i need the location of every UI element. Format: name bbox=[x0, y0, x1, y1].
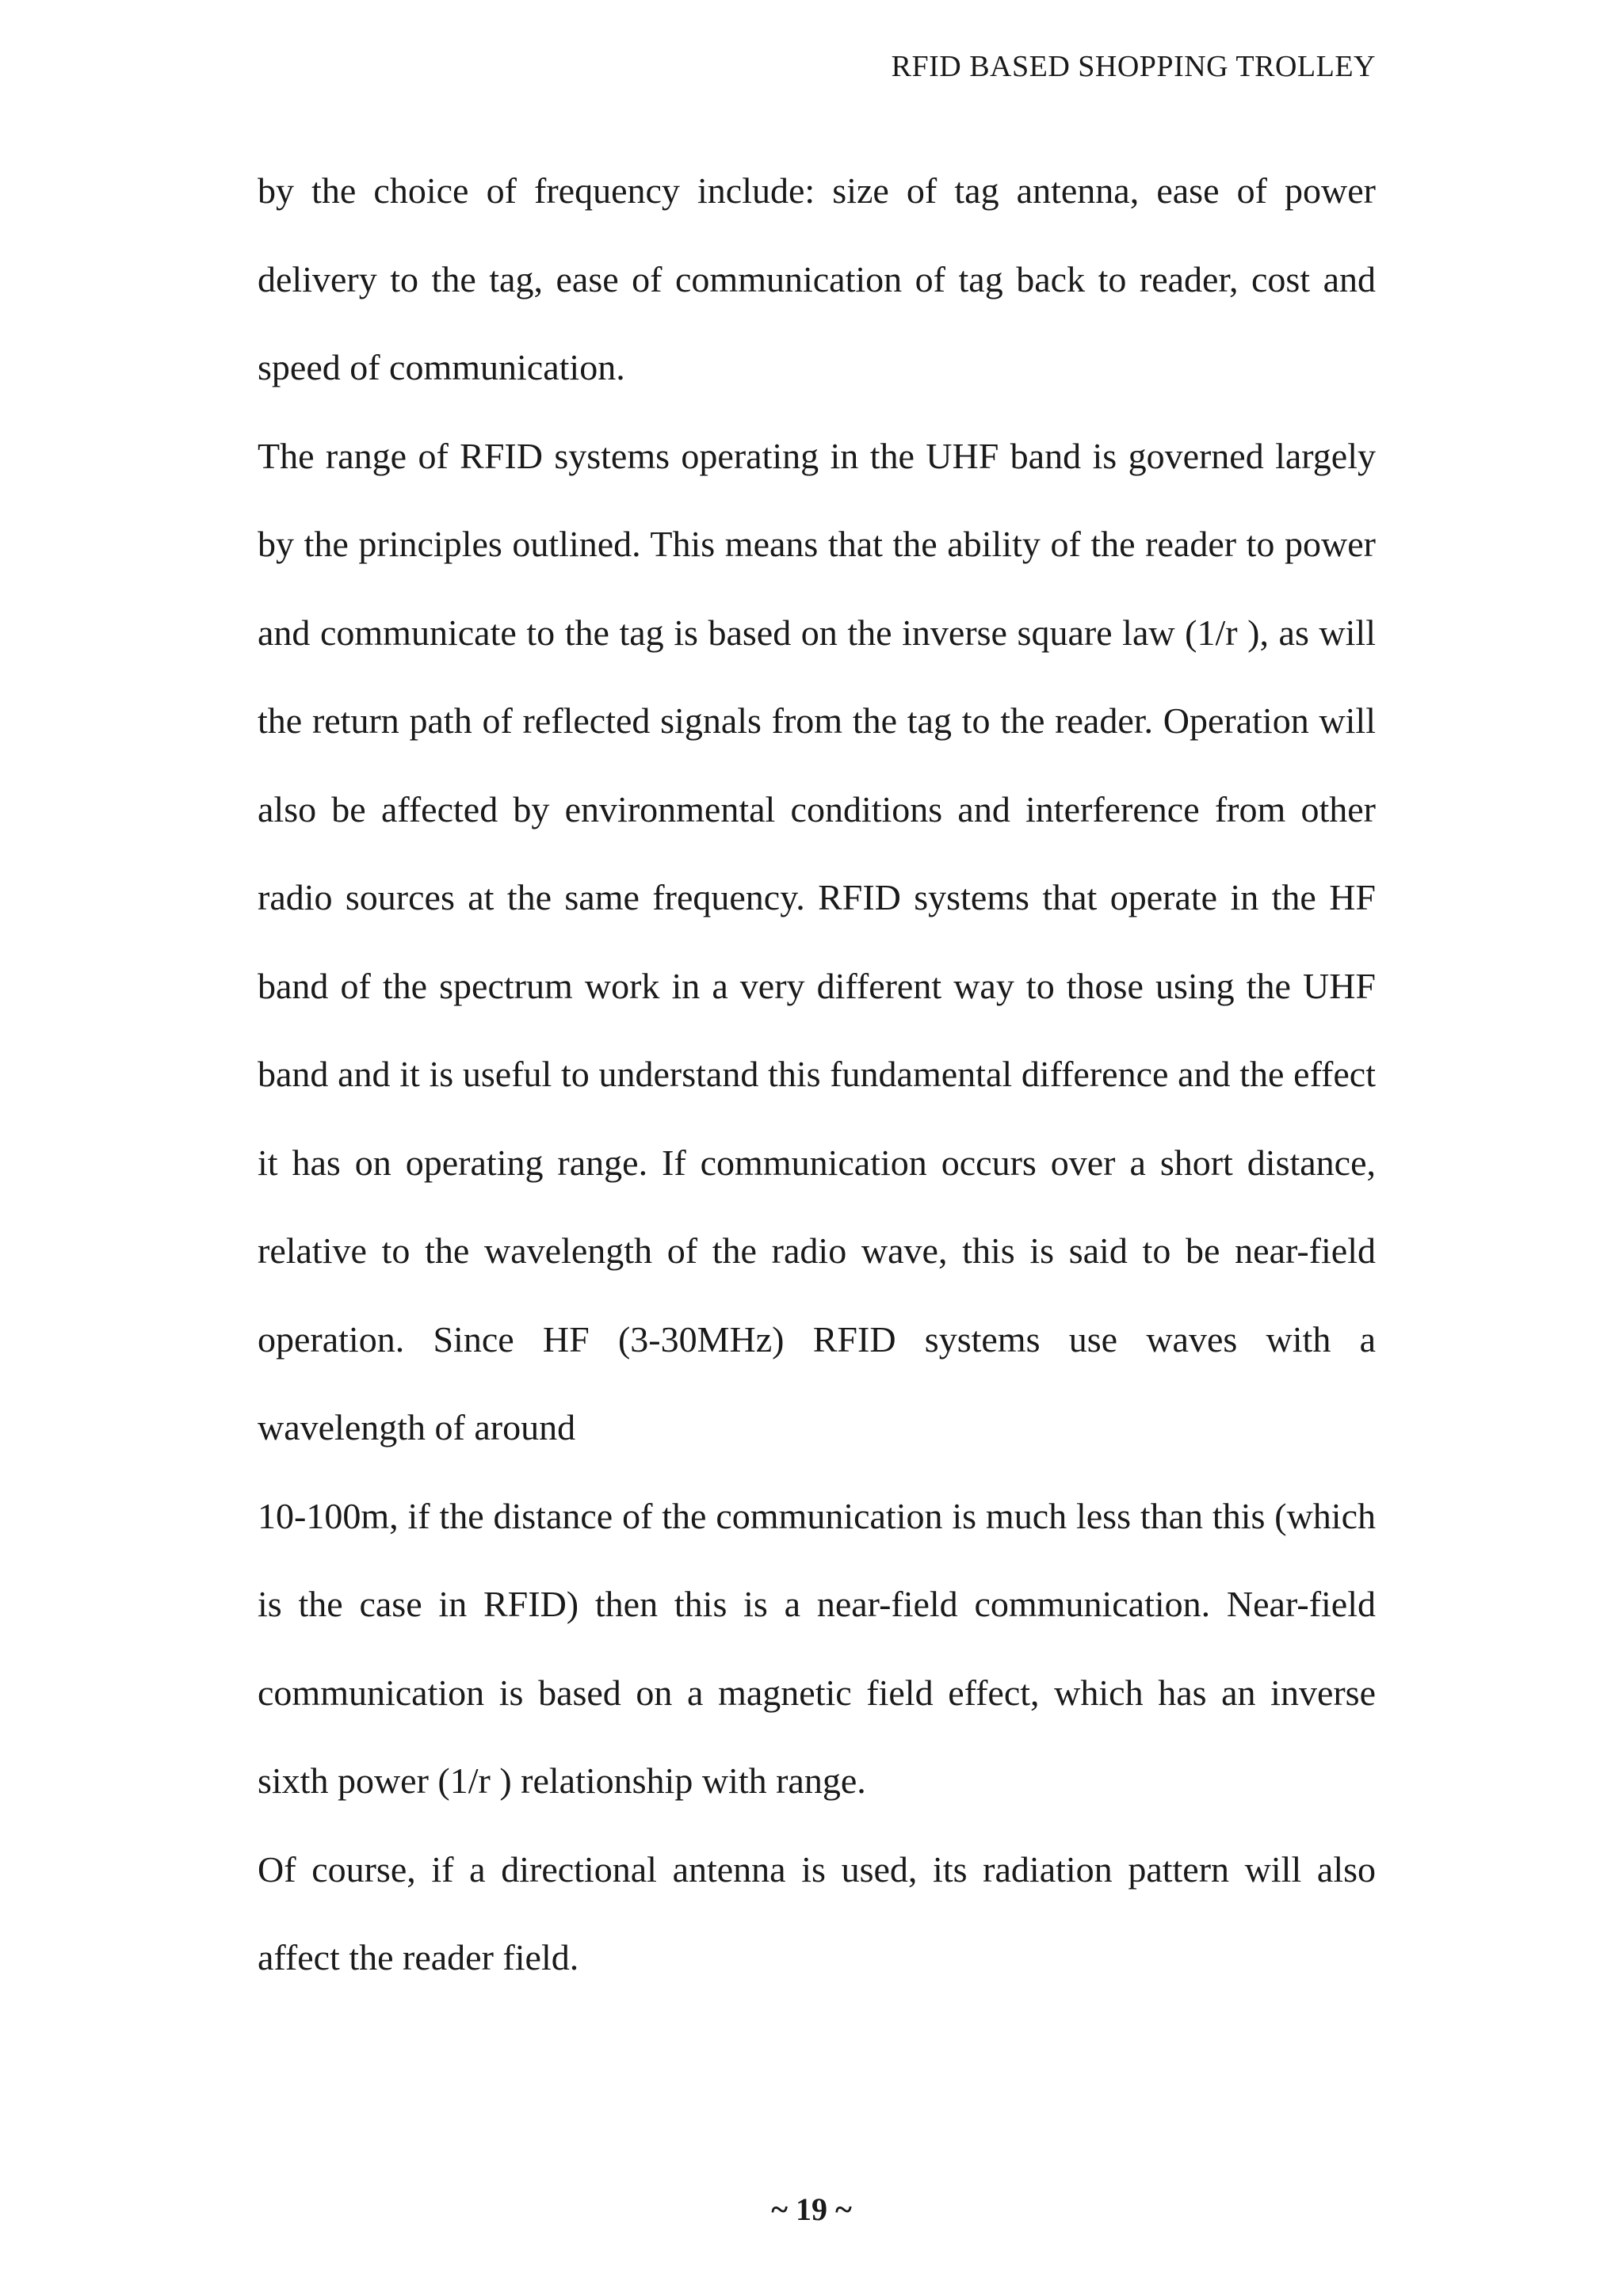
paragraph-directional-antenna: Of course, if a directional antenna is used, its radiation pattern will also affect the reader field. bbox=[258, 1848, 1376, 1978]
page-number: ~ 19 ~ bbox=[771, 2191, 852, 2227]
paragraph-near-field: 10-100m, if the distance of the communication is much less than this (which is the case in RFID) then this is a near-field communication. Near-field communication is based on a magnetic field effect, which has an inverse sixth power (1/r ) relationship with range. bbox=[258, 1495, 1376, 1801]
paragraph-rfid-range: The range of RFID systems operating in the UHF band is governed largely by the principles outlined. This means that the ability of the reader to power and communicate to the tag is based on the inverse square law (1/r ), as will the return path of reflected signals from the tag to the reader. Operation will also be affected by environmental conditions and interference from other radio sources at the same frequency. RFID systems that operate in the HF band of the spectrum work in a very different way to those using the UHF band and it is useful to understand this fundamental difference and the effect it has on operating range. If communication occurs over a short distance, relative to the wavelength of the radio wave, this is said to be near-field operation. Since HF (3-30MHz) RFID systems use waves with a wavelength of around bbox=[258, 435, 1376, 1447]
page-body bbox=[258, 147, 1376, 2002]
running-header: RFID BASED SHOPPING TROLLEY bbox=[891, 50, 1376, 83]
paragraph-continuation: by the choice of frequency include: size of tag antenna, ease of power delivery to the tag, ease of communication of tag back to reader, cost and speed of communication. bbox=[258, 170, 1376, 387]
